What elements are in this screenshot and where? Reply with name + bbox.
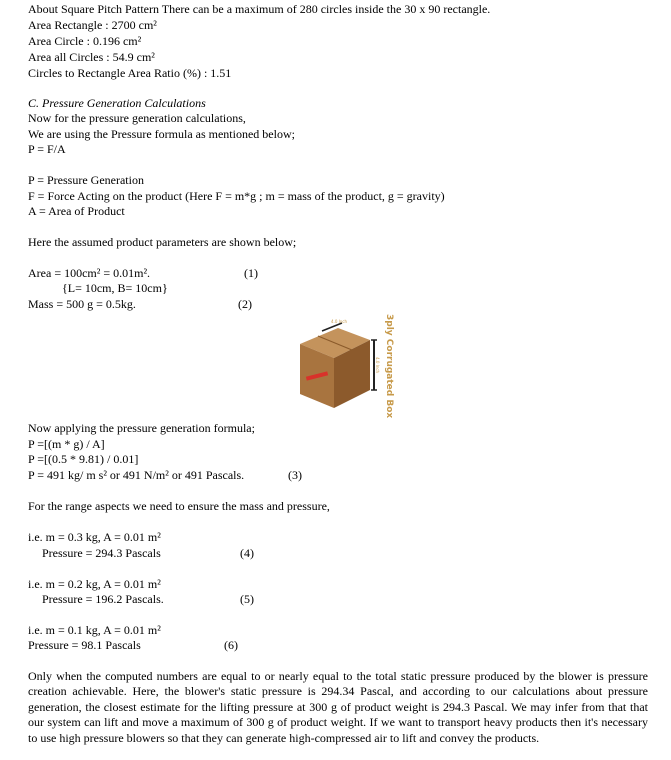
text-line: Circles to Rectangle Area Ratio (%) : 1.51 xyxy=(28,66,232,80)
equation-number: (2) xyxy=(238,297,252,311)
text-line: Here the assumed product parameters are shown below; xyxy=(28,235,297,249)
equation-number: (5) xyxy=(240,592,254,606)
equation-line: P =[(0.5 * 9.81) / 0.01] xyxy=(28,452,139,466)
equation-line: {L= 10cm, B= 10cm} xyxy=(62,281,168,295)
equation-line: i.e. m = 0.3 kg, A = 0.01 m² xyxy=(28,530,161,544)
equation-line: i.e. m = 0.2 kg, A = 0.01 m² xyxy=(28,577,161,591)
svg-text:4.0 Inch: 4.0 Inch xyxy=(375,357,380,374)
definition-line: P = Pressure Generation xyxy=(28,173,144,187)
text-line: Now applying the pressure generation formula; xyxy=(28,421,255,435)
equation-line: P = 491 kg/ m s² or 491 N/m² or 491 Pascals. xyxy=(28,468,245,482)
section-heading: C. Pressure Generation Calculations xyxy=(28,96,206,110)
equation-number: (3) xyxy=(288,468,302,482)
equation-number: (6) xyxy=(224,638,238,652)
equation-line: Mass = 500 g = 0.5kg. xyxy=(28,297,136,311)
text-line: Area Circle : 0.196 cm² xyxy=(28,34,142,48)
definition-line: A = Area of Product xyxy=(28,204,125,218)
text-line: We are using the Pressure formula as mentioned below; xyxy=(28,127,295,141)
text-line: About Square Pitch Pattern There can be a maximum of 280 circles inside the 30 x 90 rectangle. xyxy=(28,2,491,16)
corrugated-box-illustration xyxy=(272,312,402,419)
figure-caption: 3ply Corrugated Box xyxy=(384,314,394,419)
corrugated-box-figure xyxy=(272,312,402,419)
equation-number: (4) xyxy=(240,546,254,560)
equation-line: Pressure = 98.1 Pascals xyxy=(28,638,141,652)
equation-number: (1) xyxy=(244,266,258,280)
formula-line: P = F/A xyxy=(28,142,66,156)
equation-line: Pressure = 294.3 Pascals xyxy=(42,546,161,560)
equation-line: i.e. m = 0.1 kg, A = 0.01 m² xyxy=(28,623,161,637)
closing-paragraph: Only when the computed numbers are equal to or nearly equal to the total static pressure produced by the blower is pressure creation achievable. Here, the blower's static pressure is 294.34 Pascal, and according to our calculations about pressure generation, the closest estimate for the lifting pressure at 300 g of product weight is 294.3 Pascal. We may infer from that that our system can lift and move a maximum of 300 g of product weight. If we want to transport heavy products then it's necessary to use high pressure blowers so that they can generate high-compressed air to lift and convey the products. xyxy=(28,669,648,745)
svg-text:4.0 Inch: 4.0 Inch xyxy=(331,319,348,324)
equation-line: Area = 100cm² = 0.01m². xyxy=(28,266,151,280)
equation-line: P =[(m * g) / A] xyxy=(28,437,105,451)
text-line: For the range aspects we need to ensure the mass and pressure, xyxy=(28,499,330,513)
text-line: Area Rectangle : 2700 cm² xyxy=(28,18,157,32)
text-line: Now for the pressure generation calculations, xyxy=(28,111,246,125)
equation-line: Pressure = 196.2 Pascals. xyxy=(42,592,164,606)
text-line: Area all Circles : 54.9 cm² xyxy=(28,50,155,64)
definition-line: F = Force Acting on the product (Here F = m*g ; m = mass of the product, g = gravity) xyxy=(28,189,445,203)
